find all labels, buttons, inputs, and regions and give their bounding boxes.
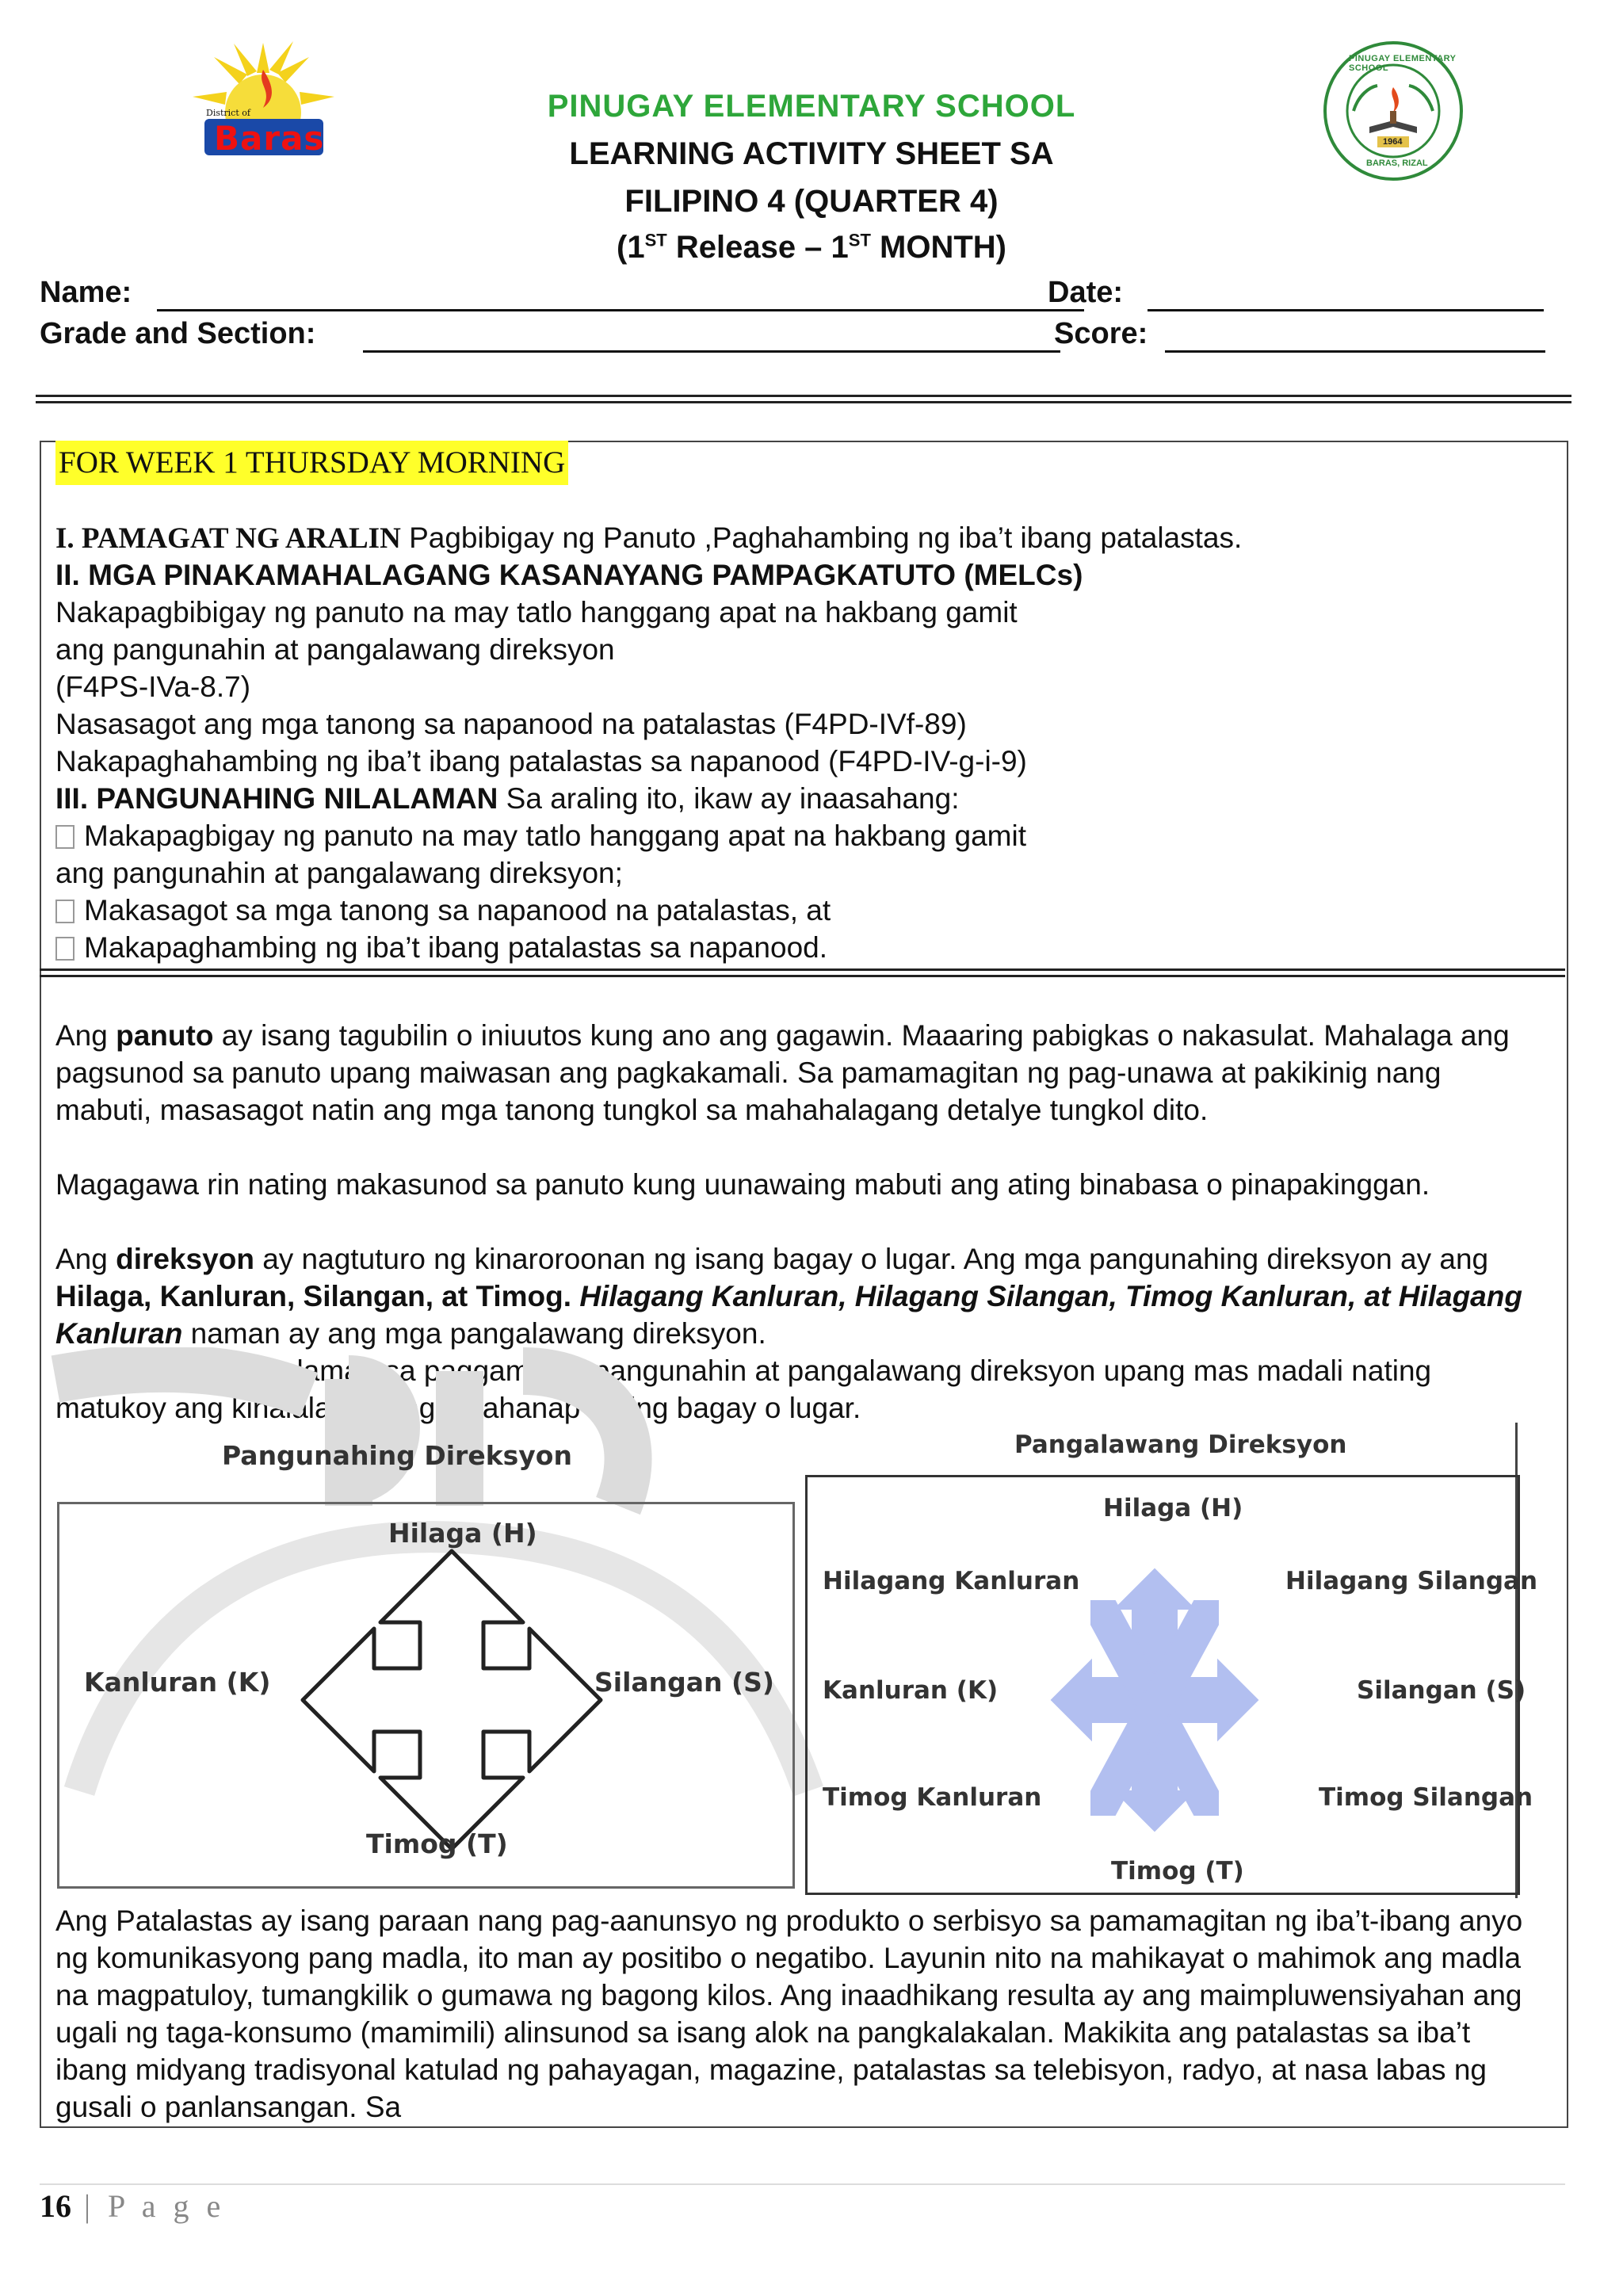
objective-1: Makapagbigay ng panuto na may tatlo hanggang apat na hakbang gamit [55, 817, 1026, 854]
district-logo-small: District of [206, 108, 250, 118]
section-divider-bottom [40, 975, 1565, 977]
melc-line-1: Nakapagbibigay ng panuto na may tatlo hanggang apat na hakbang gamit [55, 596, 1018, 628]
secondary-southeast-label: Timog Silangan [1319, 1783, 1533, 1812]
page-separator: | [71, 2188, 109, 2224]
release-title: (1ST Release – 1ST MONTH) [617, 230, 1006, 265]
primary-diagram-title: Pangunahing Direksyon [222, 1440, 572, 1471]
primary-south-label: Timog (T) [366, 1828, 508, 1859]
melc-line-2: ang pangunahin at pangalawang direksyon [55, 633, 615, 666]
paragraph-direksyon: Ang direksyon ay nagtuturo ng kinaroroonan ng isang bagay o lugar. Ang mga pangunahing direksyon ay ang Hilaga, Kanluran, Silangan, at Timog. Hilagang Kanluran, Hilagang Silangan, Timog Kanluran, at Hilagang Kanluran naman ay ang mga pangalawang direksyon. [55, 1243, 1522, 1350]
primary-west-label: Kanluran (K) [84, 1667, 271, 1698]
secondary-directions-diagram [802, 1423, 1538, 1898]
secondary-diagram-title: Pangalawang Direksyon [1014, 1431, 1347, 1459]
paragraph-sumunod: Magagawa rin nating makasunod sa panuto kung uunawaing mabuti ang ating binabasa o pinapakinggan. [55, 1168, 1430, 1201]
name-label: Name: [40, 276, 132, 309]
bullet-icon [55, 937, 74, 961]
grade-section-label: Grade and Section: [40, 317, 316, 350]
melc-line-3: Nasasagot ang mga tanong sa napanood na patalastas (F4PD-IVf-89) [55, 708, 967, 740]
primary-north-label: Hilaga (H) [388, 1518, 537, 1549]
page-word: P a g e [108, 2188, 226, 2224]
school-seal-year: 1964 [1383, 137, 1403, 147]
district-logo-text: Baras [214, 119, 325, 158]
date-label: Date: [1048, 276, 1124, 309]
paragraph-panuto: Ang panuto ay isang tagubilin o iniuutos kung ano ang gagawin. Maaaring pabigkas o nakasulat. Mahalaga ang pagsunod sa panuto upang maiwasan ang pagkakamali. Sa pamamagitan ng pag-unawa at pakikinig nang mabuti, masasagot natin ang mga tanong tungkol sa mahahalagang detalye tungkol dito. [55, 1019, 1510, 1126]
bullet-icon [55, 900, 74, 923]
melc-line-4: Nakapaghahambing ng iba’t ibang patalastas sa napanood (F4PD-IV-g-i-9) [55, 745, 1027, 777]
secondary-north-label: Hilaga (H) [1103, 1494, 1243, 1522]
four-way-arrow-icon [293, 1541, 610, 1859]
grade-score-row [40, 317, 1545, 357]
page-footer [40, 2187, 225, 2225]
school-name: PINUGAY ELEMENTARY SCHOOL [547, 89, 1076, 124]
secondary-southwest-label: Timog Kanluran [823, 1783, 1042, 1812]
secondary-east-label: Silangan (S) [1357, 1676, 1526, 1705]
section-3: III. PANGUNAHING NILALAMAN Sa araling ito, ikaw ay inaasahang: [55, 782, 960, 815]
subject-title: FILIPINO 4 (QUARTER 4) [624, 184, 999, 219]
school-seal-bottom-text: BARAS, RIZAL [1366, 159, 1428, 168]
page-number: 16 [40, 2188, 71, 2224]
secondary-west-label: Kanluran (K) [823, 1676, 999, 1705]
objective-1-cont: ang pangunahin at pangalawang direksyon; [55, 857, 623, 889]
grade-section-line[interactable] [363, 350, 1060, 353]
objective-2: Makasagot sa mga tanong sa napanood na patalastas, at [55, 892, 831, 929]
section-divider-top [40, 968, 1565, 971]
header-rule-bottom [36, 401, 1571, 403]
secondary-south-label: Timog (T) [1111, 1857, 1244, 1885]
primary-directions-diagram [55, 1431, 800, 1898]
objective-3: Makapaghambing ng iba’t ibang patalastas sa napanood. [55, 929, 827, 966]
bullet-icon [55, 825, 74, 849]
secondary-northeast-label: Hilagang Silangan [1285, 1567, 1538, 1595]
score-label: Score: [1054, 317, 1148, 350]
secondary-northwest-label: Hilagang Kanluran [823, 1567, 1080, 1595]
section-2-heading: II. MGA PINAKAMAHALAGANG KASANAYANG PAMPAGKATUTO (MELCs) [55, 559, 1083, 591]
school-seal-ring-text: PINUGAY ELEMENTARY SCHOOL [1349, 54, 1457, 73]
section-1: I. PAMAGAT NG ARALIN Pagbibigay ng Panuto ,Paghahambing ng iba’t ibang patalastas. [55, 521, 1243, 555]
name-line[interactable] [157, 309, 1084, 311]
melc-code: (F4PS-IVa-8.7) [55, 670, 251, 703]
name-date-row [40, 276, 1545, 315]
paragraph-kaalaman: Mahalaga ang kaalaman sa paggamit ng pangunahin at pangalawang direksyon upang mas madali nating matukoy ang kinalalagyan ng hinahanap nating bagay o lugar. [55, 1354, 1432, 1424]
header-rule-top [36, 395, 1571, 397]
footer-rule [40, 2183, 1565, 2185]
week-heading: FOR WEEK 1 THURSDAY MORNING [55, 441, 568, 485]
sheet-title: LEARNING ACTIVITY SHEET SA [569, 136, 1054, 171]
primary-east-label: Silangan (S) [594, 1667, 774, 1698]
date-line[interactable] [1148, 309, 1544, 311]
eight-way-arrow-icon [1036, 1553, 1274, 1847]
score-line[interactable] [1165, 350, 1545, 353]
paragraph-patalastas: Ang Patalastas ay isang paraan nang pag-aanunsyo ng produkto o serbisyo sa pamamagitan ng iba’t-ibang anyo ng komunikasyong pang madla, ito man ay positibo o negatibo. Layunin nito na mahikayat o mahimok ang madla na magpatuloy, tumangkilik o gumawa ng bagong kilos. Ang inaadhikang resulta ay ang maimpluwensiyahan ang ugali ng taga-konsumo (mamimili) alinsunod sa isang alok na pangkalakalan. Makikita ang patalastas sa iba’t ibang midyang tradisyonal katulad ng pahayagan, magazine, patalastas sa telebisyon, radyo, at nasa labas ng gusali o panlansangan. Sa [55, 1904, 1523, 2123]
